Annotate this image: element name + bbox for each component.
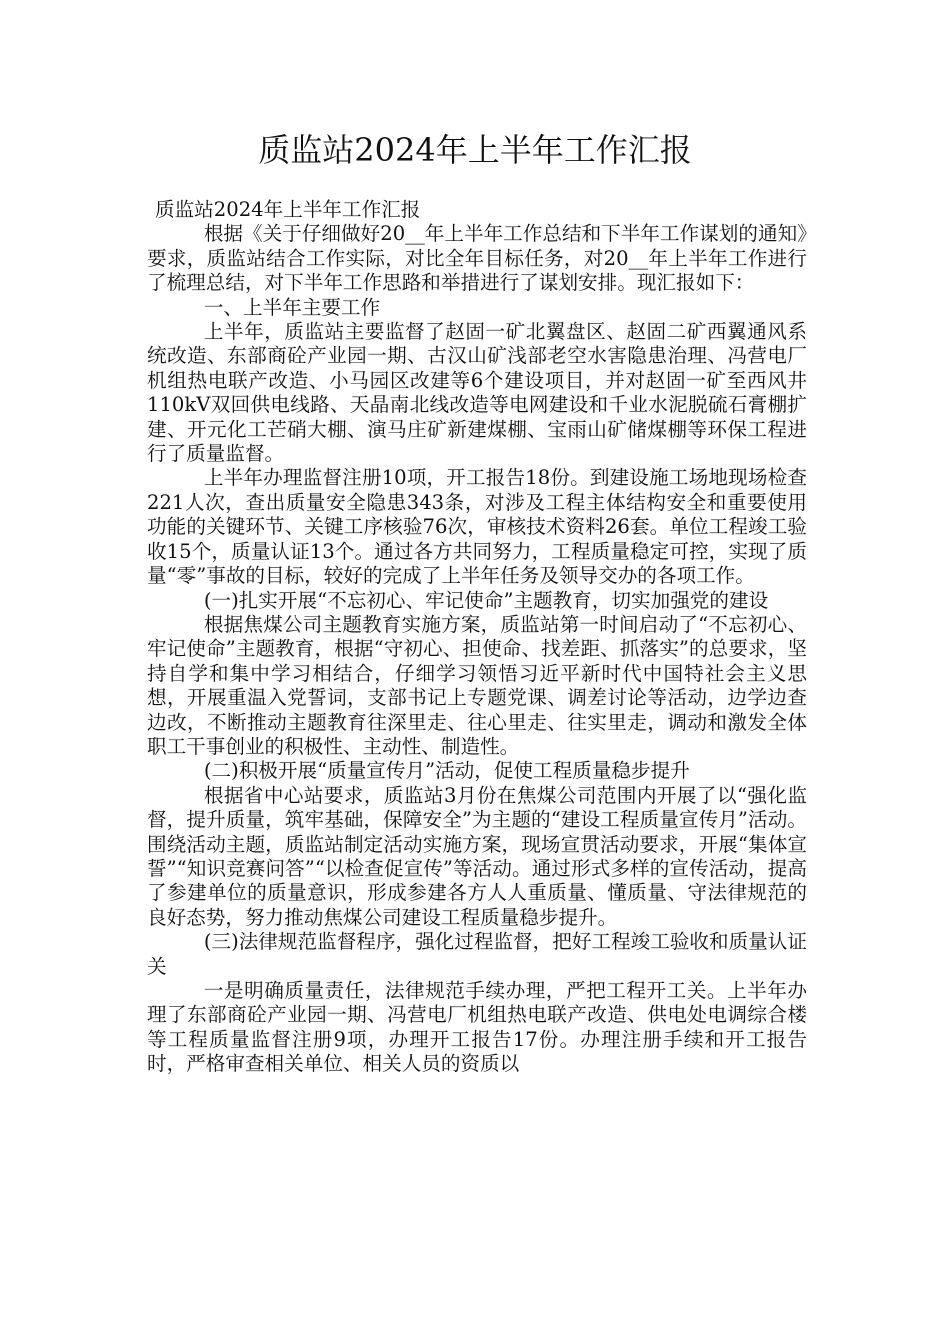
subheading-theme-education: (一)扎实开展“不忘初心、牢记使命”主题教育，切实加强党的建设 xyxy=(203,588,769,612)
document-title: 质监站2024年上半年工作汇报 xyxy=(258,131,692,169)
subheading-supervision: (三)法律规范监督程序，强化过程监督，把好工程竣工验收和质量认证关 xyxy=(147,930,807,978)
document-subtitle: 质监站2024年上半年工作汇报 xyxy=(155,198,421,221)
subheading-quality-month: (二)积极开展“质量宣传月”活动，促使工程质量稳步提升 xyxy=(203,759,690,783)
paragraph-quality-month: 根据省中心站要求，质监站3月份在焦煤公司范围内开展了以“强化监督，提升质量，筑牢基础，保障安全”为主题的“建设工程质量宣传月”活动。围绕活动主题，质监站制定活动实施方案，现场宣贯活动要求，开展“集体宣誓”“知识竞赛问答”“以检查促宣传”等活动。通过形式多样的宣传活动，提高了参建单位的质量意识，形成参建各方人人重质量、懂质量、守法律规范的良好态势，努力推动焦煤公司建设工程质量稳步提升。 xyxy=(147,783,807,929)
paragraph-projects: 上半年，质监站主要监督了赵固一矿北翼盘区、赵固二矿西翼通风系统改造、东部商砼产业园一期、古汉山矿浅部老空水害隐患治理、冯营电厂机组热电联产改造、小马园区改建等6个建设项目，并对赵固一矿至西风井110kV双回供电线路、天晶南北线改造等电网建设和千业水泥脱硫石膏棚扩建、开元化工芒硝大棚、演马庄矿新建煤棚、宝雨山矿储煤棚等环保工程进行了质量监督。 xyxy=(147,320,807,466)
paragraph-statistics: 上半年办理监督注册10项，开工报告18份。到建设施工场地现场检查221人次，查出质量安全隐患343条，对涉及工程主体结构安全和重要使用功能的关键环节、关键工序核验76次，审核技术资料26套。单位工程竣工验收15个，质量认证13个。通过各方共同努力，工程质量稳定可控，实现了质量“零”事故的目标，较好的完成了上半年任务及领导交办的各项工作。 xyxy=(147,466,807,588)
document-body xyxy=(147,198,807,1077)
section-heading-main-work: 一、上半年主要工作 xyxy=(203,295,381,319)
paragraph-supervision: 一是明确质量责任，法律规范手续办理，严把工程开工关。上半年办理了东部商砼产业园一期、冯营电厂机组热电联产改造、供电处电调综合楼等工程质量监督注册9项，办理开工报告17份。办理注册手续和开工报告时，严格审查相关单位、相关人员的资质以 xyxy=(147,979,807,1076)
paragraph-theme-education: 根据焦煤公司主题教育实施方案，质监站第一时间启动了“不忘初心、牢记使命”主题教育，根据“守初心、担使命、找差距、抓落实”的总要求，坚持自学和集中学习相结合，仔细学习领悟习近平新时代中国特社会主义思想，开展重温入党誓词，支部书记上专题党课、调差讨论等活动，边学边查边改，不断推动主题教育往深里走、往心里走、往实里走，调动和激发全体职工干事创业的积极性、主动性、制造性。 xyxy=(147,612,807,758)
paragraph-intro: 根据《关于仔细做好20__年上半年工作总结和下半年工作谋划的通知》要求，质监站结合工作实际，对比全年目标任务，对20__年上半年工作进行了梳理总结，对下半年工作思路和举措进行了谋划安排。现汇报如下： xyxy=(147,222,807,295)
